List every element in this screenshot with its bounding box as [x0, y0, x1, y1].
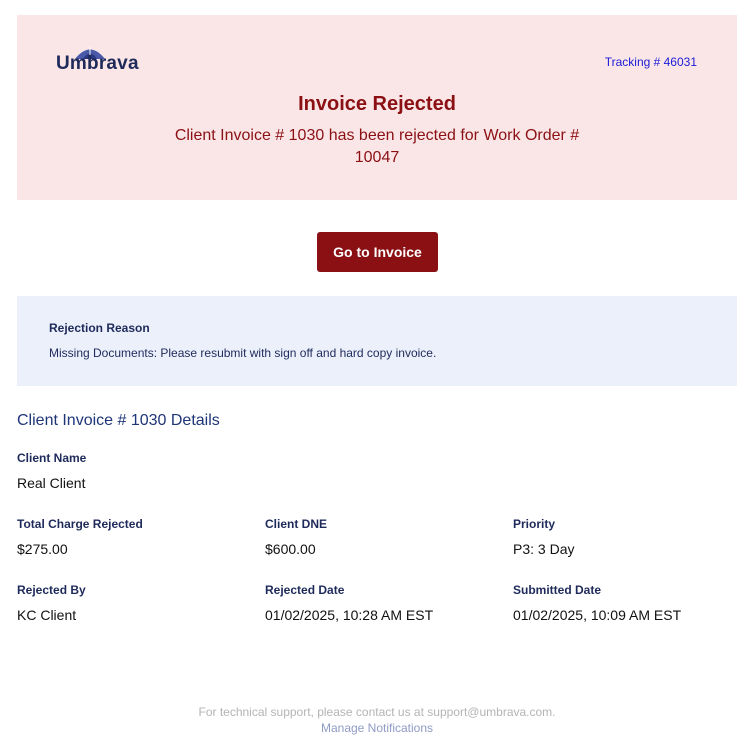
- page-subtitle: Client Invoice # 1030 has been rejected for Work Order # 10047: [174, 127, 580, 166]
- rejected-date-value: 01/02/2025, 10:28 AM EST: [265, 607, 434, 623]
- manage-notifications-link[interactable]: Manage Notifications: [320, 721, 434, 735]
- footer-links: [0, 721, 754, 735]
- priority-value: P3: 3 Day: [513, 541, 575, 557]
- client-name-value: Real Client: [17, 475, 86, 491]
- details-title: Client Invoice # 1030 Details: [17, 412, 220, 429]
- submitted-date-value: 01/02/2025, 10:09 AM EST: [513, 607, 682, 623]
- rejected-by-value: KC Client: [17, 607, 77, 623]
- go-to-invoice-button[interactable]: Go to Invoice: [317, 232, 438, 272]
- umbrava-logo: [56, 46, 146, 74]
- rejection-reason-text: Missing Documents: Please resubmit with sign off and hard copy invoice.: [49, 346, 437, 360]
- logo-text: Umbrava: [56, 53, 139, 74]
- client-name-label: Client Name: [17, 451, 87, 465]
- tracking-number: Tracking # 46031: [604, 55, 697, 69]
- priority-label: Priority: [513, 517, 556, 531]
- support-text: For technical support, please contact us at support@umbrava.com.: [198, 705, 556, 719]
- total-charge-rejected-value: $275.00: [17, 541, 68, 557]
- client-dne-label: Client DNE: [265, 517, 328, 531]
- client-dne-value: $600.00: [265, 541, 316, 557]
- rejected-date-label: Rejected Date: [265, 583, 345, 597]
- total-charge-rejected-label: Total Charge Rejected: [17, 517, 143, 531]
- rejected-by-label: Rejected By: [17, 583, 86, 597]
- submitted-date-label: Submitted Date: [513, 583, 602, 597]
- page-title: Invoice Rejected: [298, 93, 456, 115]
- header-banner: [17, 15, 737, 200]
- rejection-reason-label: Rejection Reason: [49, 321, 150, 335]
- rejection-reason-panel: [17, 296, 737, 386]
